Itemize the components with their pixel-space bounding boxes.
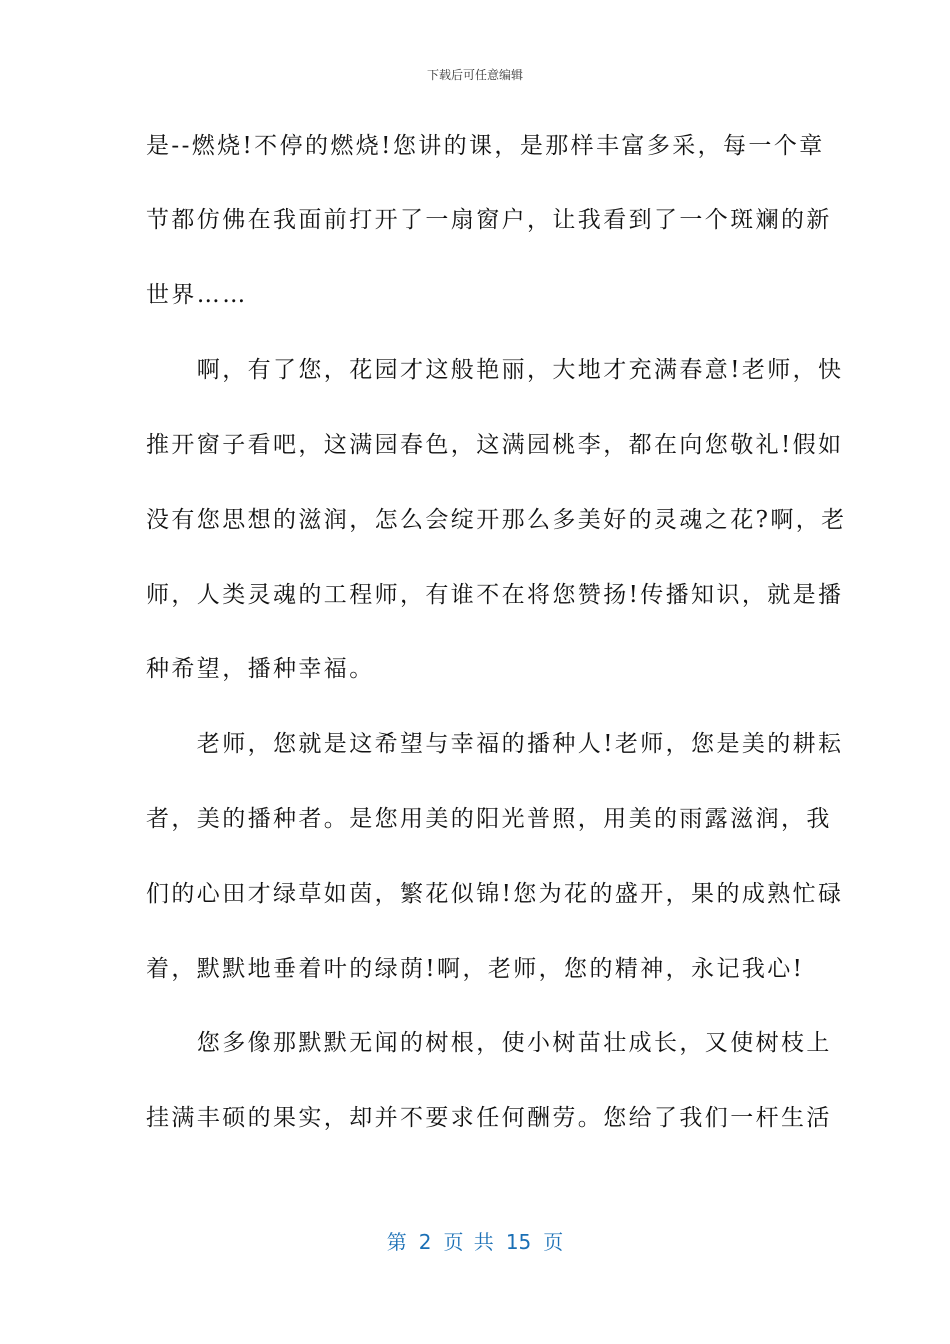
text-line: 们的心田才绿草如茵，繁花似锦!您为花的盛开，果的成熟忙碌 — [146, 881, 844, 907]
text-line: 没有您思想的滋润，怎么会绽开那么多美好的灵魂之花?啊，老 — [146, 507, 847, 533]
text-line: 着，默默地垂着叶的绿荫!啊，老师，您的精神，永记我心! — [146, 956, 805, 982]
text-line: 您多像那默默无闻的树根，使小树苗壮成长，又使树枝上 — [146, 1030, 832, 1056]
text-line: 师，人类灵魂的工程师，有谁不在将您赞扬!传播知识，就是播 — [146, 582, 844, 608]
header-note: 下载后可任意编辑 — [426, 68, 523, 82]
text-line: 推开窗子看吧，这满园春色，这满园桃李，都在向您敬礼!假如 — [146, 432, 844, 458]
footer-total-pages: 15 — [505, 1230, 532, 1254]
text-line: 种希望，播种幸福。 — [146, 656, 375, 682]
footer-page-number: 2 — [418, 1230, 432, 1254]
text-line: 老师，您就是这希望与幸福的播种人!老师，您是美的耕耘 — [146, 731, 844, 757]
footer-suffix: 页 — [543, 1230, 564, 1254]
text-line: 者，美的播种者。是您用美的阳光普照，用美的雨露滋润，我 — [146, 806, 832, 832]
text-line: 挂满丰硕的果实，却并不要求任何酬劳。您给了我们一杆生活 — [146, 1105, 832, 1131]
text-line: 是--燃烧!不停的燃烧!您讲的课，是那样丰富多采，每一个章 — [146, 133, 825, 159]
text-line: 啊，有了您，花园才这般艳丽，大地才充满春意!老师，快 — [146, 357, 844, 383]
text-line: 世界…… — [146, 282, 248, 308]
footer-prefix: 第 — [386, 1230, 407, 1254]
text-line: 节都仿佛在我面前打开了一扇窗户，让我看到了一个斑斓的新 — [146, 207, 832, 233]
footer-middle: 页 共 — [443, 1230, 494, 1254]
page-footer — [0, 1226, 950, 1255]
